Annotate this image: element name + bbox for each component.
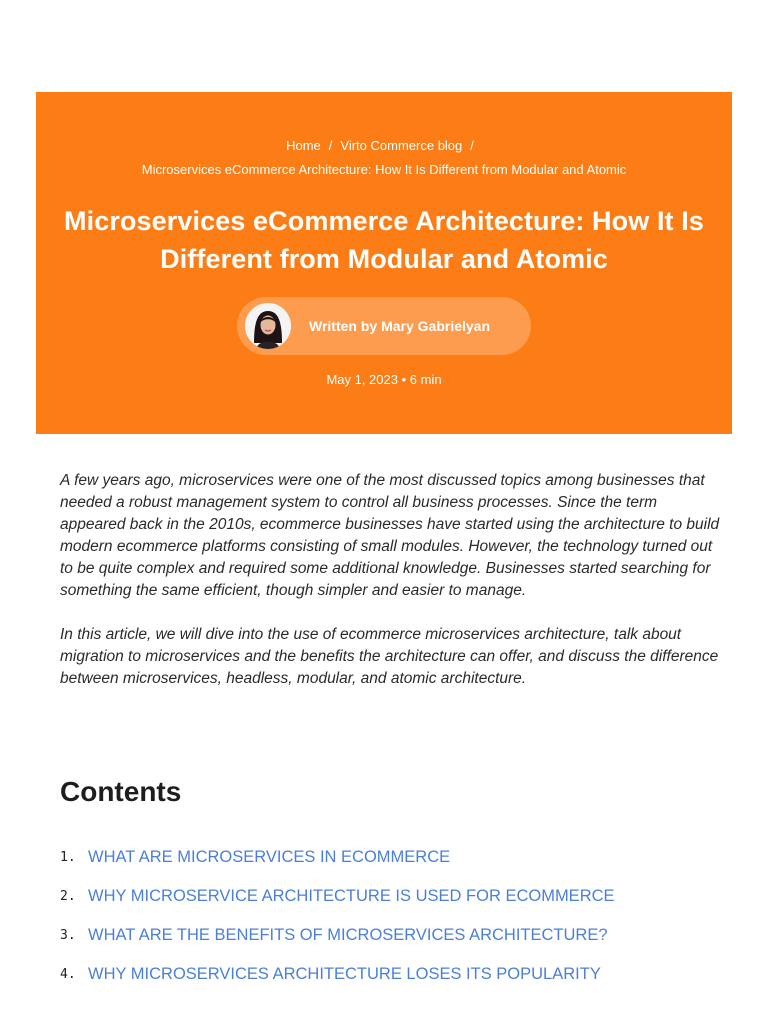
toc-item [60,838,740,877]
breadcrumb-separator: / [470,138,474,153]
toc-link[interactable]: WHY MICROSERVICE ARCHITECTURE IS USED FOR ECOMMERCE [88,887,615,905]
table-of-contents [60,838,740,994]
breadcrumb-separator: / [328,138,333,153]
toc-item [60,877,740,916]
toc-number: 2. [60,889,76,904]
breadcrumb-home-link[interactable]: Home [286,138,321,153]
breadcrumb-blog-link[interactable]: Virto Commerce blog [340,138,463,153]
author-badge[interactable] [237,297,531,355]
toc-link[interactable]: WHAT ARE THE BENEFITS OF MICROSERVICES ARCHITECTURE? [88,926,608,944]
intro-paragraph: In this article, we will dive into the use of ecommerce microservices architecture, talk about migration to microservices and the benefits the architecture can offer, and discuss the difference between microservices, headless, modular, and atomic architecture. [60,626,719,687]
author-name: Written by Mary Gabrielyan [309,318,491,334]
toc-link[interactable]: WHAT ARE MICROSERVICES IN ECOMMERCE [88,848,451,866]
contents-heading: Contents [60,776,182,807]
toc-number: 4. [60,967,76,982]
toc-number: 1. [60,850,76,865]
toc-item [60,955,740,994]
breadcrumb-current: Microservices eCommerce Architecture: How It Is Different from Modular and Atomic [141,162,627,177]
publish-meta: May 1, 2023 • 6 min [326,372,442,387]
toc-number: 3. [60,928,76,943]
breadcrumb [36,138,732,177]
article-intro [60,470,720,690]
intro-paragraph: A few years ago, microservices were one of the most discussed topics among businesses that needed a robust management system to control all business processes. Since the term appeared back in the 2010s, ecommerce businesses have started using the architecture to build modern ecommerce platforms consisting of small modules. However, the technology turned out to be quite complex and required some additional knowledge. Businesses started searching for something the same efficient, though simpler and easier to manage. [60,472,720,599]
article-hero [36,92,732,434]
toc-item [60,916,740,955]
page-title: Microservices eCommerce Architecture: How It Is Different from Modular and Atomic [64,206,704,274]
author-avatar [245,303,291,349]
toc-link[interactable]: WHY MICROSERVICES ARCHITECTURE LOSES ITS POPULARITY [88,965,601,983]
